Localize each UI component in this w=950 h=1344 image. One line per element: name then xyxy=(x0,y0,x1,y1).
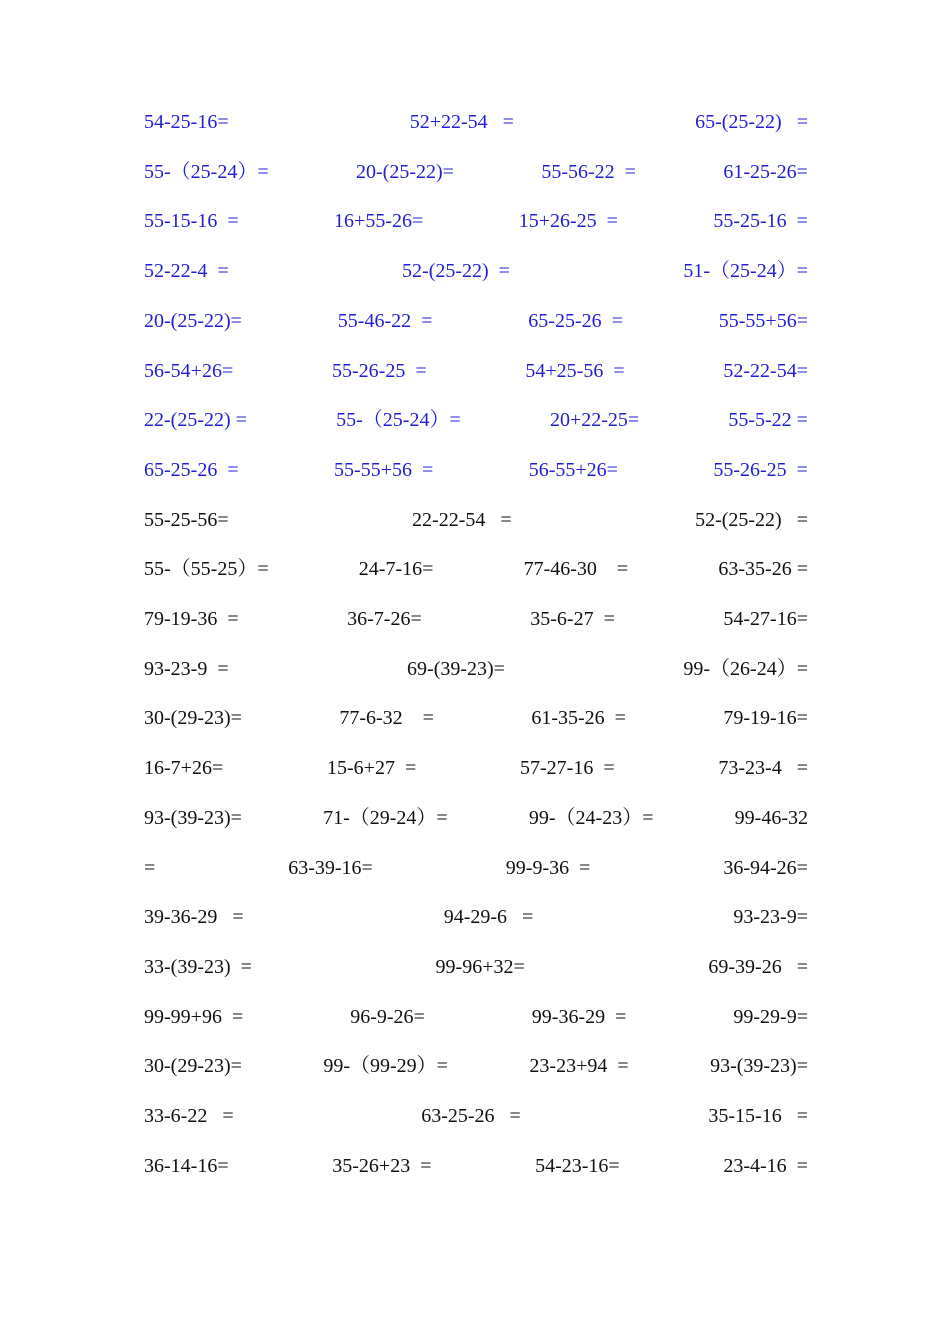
math-problem: 54-23-16= xyxy=(535,1155,620,1177)
math-problem: 56-55+26= xyxy=(528,459,618,481)
math-problem: 24-7-16= xyxy=(358,558,434,580)
math-problem: 23-4-16 = xyxy=(723,1155,808,1177)
math-problem: 93-(39-23)= xyxy=(710,1055,808,1077)
problem-row xyxy=(144,206,808,236)
problem-row xyxy=(144,703,808,733)
math-problem: 93-23-9= xyxy=(733,906,808,928)
math-problem: 54-25-16= xyxy=(144,111,229,133)
problem-row xyxy=(144,753,808,783)
math-problem: 30-(29-23)= xyxy=(144,707,242,729)
math-problem: 55-26-25 = xyxy=(332,360,427,382)
math-problem: 99-（26-24）= xyxy=(683,658,808,680)
math-problem: 54-27-16= xyxy=(723,608,808,630)
math-problem: 94-29-6 = xyxy=(443,906,534,928)
problem-row xyxy=(144,654,808,684)
math-problem: 55-56-22 = xyxy=(541,161,636,183)
math-problem: 52-(25-22) = xyxy=(402,260,510,282)
math-problem: 99-（99-29）= xyxy=(323,1055,448,1077)
math-problem: = xyxy=(144,857,156,879)
math-problem: 71-（29-24）= xyxy=(323,807,448,829)
math-problem: 65-25-26 = xyxy=(144,459,239,481)
math-problem: 79-19-16= xyxy=(723,707,808,729)
math-problem: 51-（25-24）= xyxy=(683,260,808,282)
math-problem: 33-6-22 = xyxy=(144,1105,234,1127)
math-problem: 15-6+27 = xyxy=(327,757,417,779)
math-problem: 93-(39-23)= xyxy=(144,807,242,829)
math-problem: 69-39-26 = xyxy=(708,956,808,978)
math-problem: 20-(25-22)= xyxy=(144,310,242,332)
math-problem: 23-23+94 = xyxy=(529,1055,629,1077)
problem-row xyxy=(144,1151,808,1181)
math-problem: 15+26-25 = xyxy=(518,210,618,232)
math-problem: 22-22-54 = xyxy=(412,509,512,531)
math-problem: 55-（55-25）= xyxy=(144,558,269,580)
problem-row xyxy=(144,803,808,833)
problem-row xyxy=(144,356,808,386)
math-problem: 79-19-36 = xyxy=(144,608,239,630)
math-problem: 52-22-4 = xyxy=(144,260,229,282)
math-problem: 55-25-56= xyxy=(144,509,229,531)
math-problem: 99-（24-23）= xyxy=(528,807,654,829)
math-problem: 22-(25-22) = xyxy=(144,409,247,431)
math-problem: 36-94-26= xyxy=(723,857,808,879)
problem-row xyxy=(144,1002,808,1032)
problem-row xyxy=(144,1051,808,1081)
math-problem: 99-99+96 = xyxy=(144,1006,244,1028)
math-problem: 35-15-16 = xyxy=(708,1105,808,1127)
math-problem: 77-46-30 = xyxy=(523,558,629,580)
problem-row xyxy=(144,256,808,286)
math-problem: 93-23-9 = xyxy=(144,658,229,680)
problem-row xyxy=(144,604,808,634)
math-problem: 99-46-32 xyxy=(734,807,808,829)
problem-row xyxy=(144,107,808,137)
math-problem: 33-(39-23) = xyxy=(144,956,252,978)
math-problem: 55-55+56= xyxy=(718,310,808,332)
math-problem: 39-36-29 = xyxy=(144,906,244,928)
problem-row xyxy=(144,952,808,982)
math-problem: 55-（25-24）= xyxy=(144,161,269,183)
math-problem: 52-(25-22) = xyxy=(695,509,808,531)
math-problem: 63-35-26 = xyxy=(718,558,808,580)
math-problem: 63-39-16= xyxy=(288,857,373,879)
math-problem: 16-7+26= xyxy=(144,757,224,779)
math-problem: 65-(25-22) = xyxy=(695,111,808,133)
problem-row xyxy=(144,306,808,336)
math-problem: 35-26+23 = xyxy=(332,1155,432,1177)
math-problem: 55-26-25 = xyxy=(713,459,808,481)
problem-row xyxy=(144,157,808,187)
problem-row xyxy=(144,853,808,883)
problem-row xyxy=(144,902,808,932)
math-problem: 61-35-26 = xyxy=(531,707,626,729)
math-problem: 73-23-4 = xyxy=(718,757,808,779)
math-problem: 63-25-26 = xyxy=(421,1105,521,1127)
math-problem: 99-96+32= xyxy=(435,956,525,978)
math-problem: 65-25-26 = xyxy=(528,310,623,332)
problem-row xyxy=(144,1101,808,1131)
math-problem: 52+22-54 = xyxy=(409,111,514,133)
math-problem: 16+55-26= xyxy=(334,210,424,232)
math-problem: 55-（25-24）= xyxy=(336,409,461,431)
math-problem: 36-14-16= xyxy=(144,1155,229,1177)
math-problem: 99-29-9= xyxy=(733,1006,808,1028)
math-problem: 99-36-29 = xyxy=(531,1006,627,1028)
math-problem: 54+25-56 = xyxy=(525,360,625,382)
math-problem: 55-15-16 = xyxy=(144,210,239,232)
problem-row xyxy=(144,405,808,435)
math-problem: 20+22-25= xyxy=(549,409,640,431)
problem-row xyxy=(144,455,808,485)
math-problem: 96-9-26= xyxy=(350,1006,425,1028)
problem-row xyxy=(144,554,808,584)
math-problem: 56-54+26= xyxy=(144,360,234,382)
math-problem: 52-22-54= xyxy=(723,360,808,382)
math-problem: 55-25-16 = xyxy=(713,210,808,232)
problem-row xyxy=(144,505,808,535)
math-problem: 69-(39-23)= xyxy=(407,658,505,680)
math-problem: 55-46-22 = xyxy=(337,310,433,332)
math-problem: 77-6-32 = xyxy=(339,707,434,729)
math-problem: 55-5-22 = xyxy=(728,409,808,431)
math-problem: 35-6-27 = xyxy=(530,608,615,630)
math-problem: 36-7-26= xyxy=(347,608,422,630)
math-problem: 61-25-26= xyxy=(723,161,808,183)
math-problem: 55-55+56 = xyxy=(334,459,434,481)
math-problem: 99-9-36 = xyxy=(505,857,591,879)
math-problem: 30-(29-23)= xyxy=(144,1055,242,1077)
math-problem: 20-(25-22)= xyxy=(356,161,454,183)
math-problem: 57-27-16 = xyxy=(520,757,615,779)
